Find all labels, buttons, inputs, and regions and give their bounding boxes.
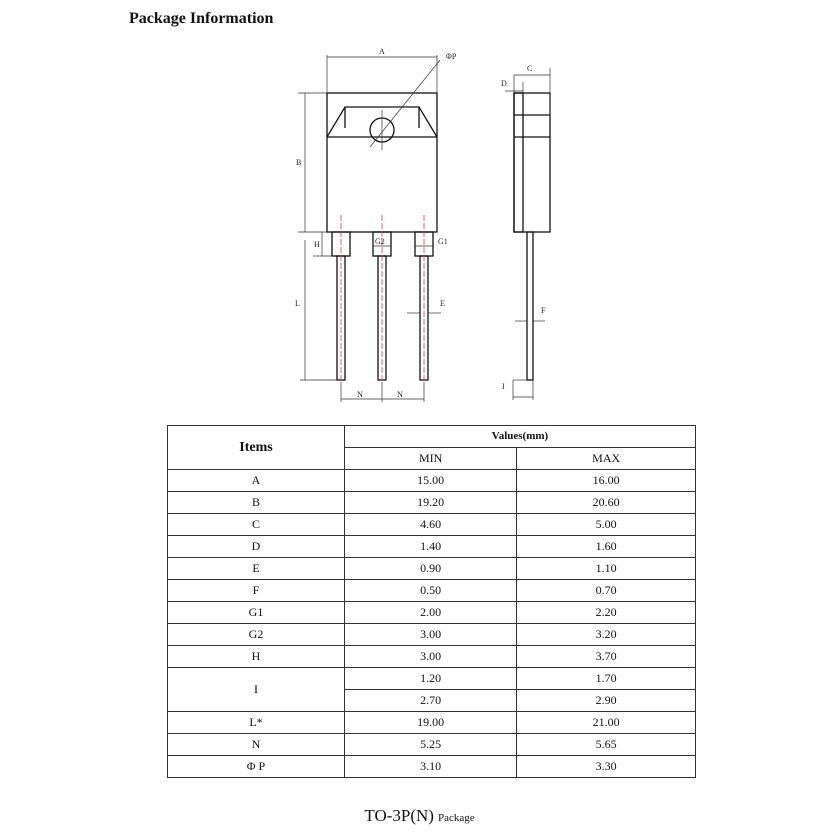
dimension-table — [167, 425, 696, 778]
label-g1: G1 — [438, 237, 448, 246]
table-row — [168, 558, 696, 580]
max-value-cell: 1.10 — [517, 558, 696, 580]
item-cell: E — [168, 558, 345, 580]
label-i: I — [502, 382, 505, 391]
min-value-cell: 15.00 — [345, 470, 517, 492]
max-value-cell: 21.00 — [517, 712, 696, 734]
max-header: MAX — [517, 448, 696, 470]
package-suffix: Package — [437, 812, 475, 824]
label-n-left: N — [357, 390, 363, 399]
page-title: Package Information — [129, 10, 274, 27]
table-row — [168, 756, 696, 778]
label-a: A — [379, 47, 385, 56]
package-caption — [0, 806, 839, 826]
item-cell: G1 — [168, 602, 345, 624]
label-e: E — [440, 299, 445, 308]
item-cell: D — [168, 536, 345, 558]
package-name: TO-3P(N) — [364, 806, 434, 825]
min-value-cell: 1.20 — [345, 668, 517, 690]
min-value-cell: 3.00 — [345, 624, 517, 646]
item-cell: Φ P — [168, 756, 345, 778]
item-cell: N — [168, 734, 345, 756]
item-cell: I — [168, 668, 345, 712]
label-phi-p: ΦP — [446, 52, 457, 61]
item-cell: H — [168, 646, 345, 668]
max-value-cell: 16.00 — [517, 470, 696, 492]
lead-side — [527, 232, 533, 380]
max-value-cell: 2.90 — [517, 690, 696, 712]
min-value-cell: 3.10 — [345, 756, 517, 778]
max-value-cell: 5.00 — [517, 514, 696, 536]
label-b: B — [296, 158, 302, 167]
min-value-cell: 4.60 — [345, 514, 517, 536]
min-header: MIN — [345, 448, 517, 470]
table-row — [168, 668, 696, 690]
min-value-cell: 0.90 — [345, 558, 517, 580]
max-value-cell: 0.70 — [517, 580, 696, 602]
table-row — [168, 580, 696, 602]
min-value-cell: 5.25 — [345, 734, 517, 756]
table-row — [168, 734, 696, 756]
label-l: L — [295, 299, 300, 308]
label-n-right: N — [397, 390, 403, 399]
min-value-cell: 1.40 — [345, 536, 517, 558]
min-value-cell: 2.70 — [345, 690, 517, 712]
label-c: C — [527, 64, 533, 73]
table-row — [168, 492, 696, 514]
item-cell: B — [168, 492, 345, 514]
min-value-cell: 2.00 — [345, 602, 517, 624]
package-body-side — [514, 93, 550, 232]
items-header: Items — [168, 426, 345, 470]
max-value-cell: 1.70 — [517, 668, 696, 690]
max-value-cell: 1.60 — [517, 536, 696, 558]
min-value-cell: 3.00 — [345, 646, 517, 668]
min-value-cell: 0.50 — [345, 580, 517, 602]
max-value-cell: 2.20 — [517, 602, 696, 624]
max-value-cell: 3.20 — [517, 624, 696, 646]
max-value-cell: 5.65 — [517, 734, 696, 756]
table-row — [168, 602, 696, 624]
values-header: Values(mm) — [345, 426, 696, 448]
item-cell: A — [168, 470, 345, 492]
item-cell: L* — [168, 712, 345, 734]
table-row — [168, 470, 696, 492]
min-value-cell: 19.00 — [345, 712, 517, 734]
table-row — [168, 646, 696, 668]
max-value-cell: 3.70 — [517, 646, 696, 668]
label-f: F — [541, 306, 546, 315]
min-value-cell: 19.20 — [345, 492, 517, 514]
max-value-cell: 20.60 — [517, 492, 696, 514]
table-row — [168, 624, 696, 646]
table-row — [168, 536, 696, 558]
table-row — [168, 514, 696, 536]
table-header-row — [168, 426, 696, 448]
item-cell: F — [168, 580, 345, 602]
label-d: D — [501, 79, 507, 88]
table-row — [168, 712, 696, 734]
item-cell: G2 — [168, 624, 345, 646]
item-cell: C — [168, 514, 345, 536]
label-h: H — [314, 240, 320, 249]
max-value-cell: 3.30 — [517, 756, 696, 778]
label-g2: G2 — [375, 237, 385, 246]
